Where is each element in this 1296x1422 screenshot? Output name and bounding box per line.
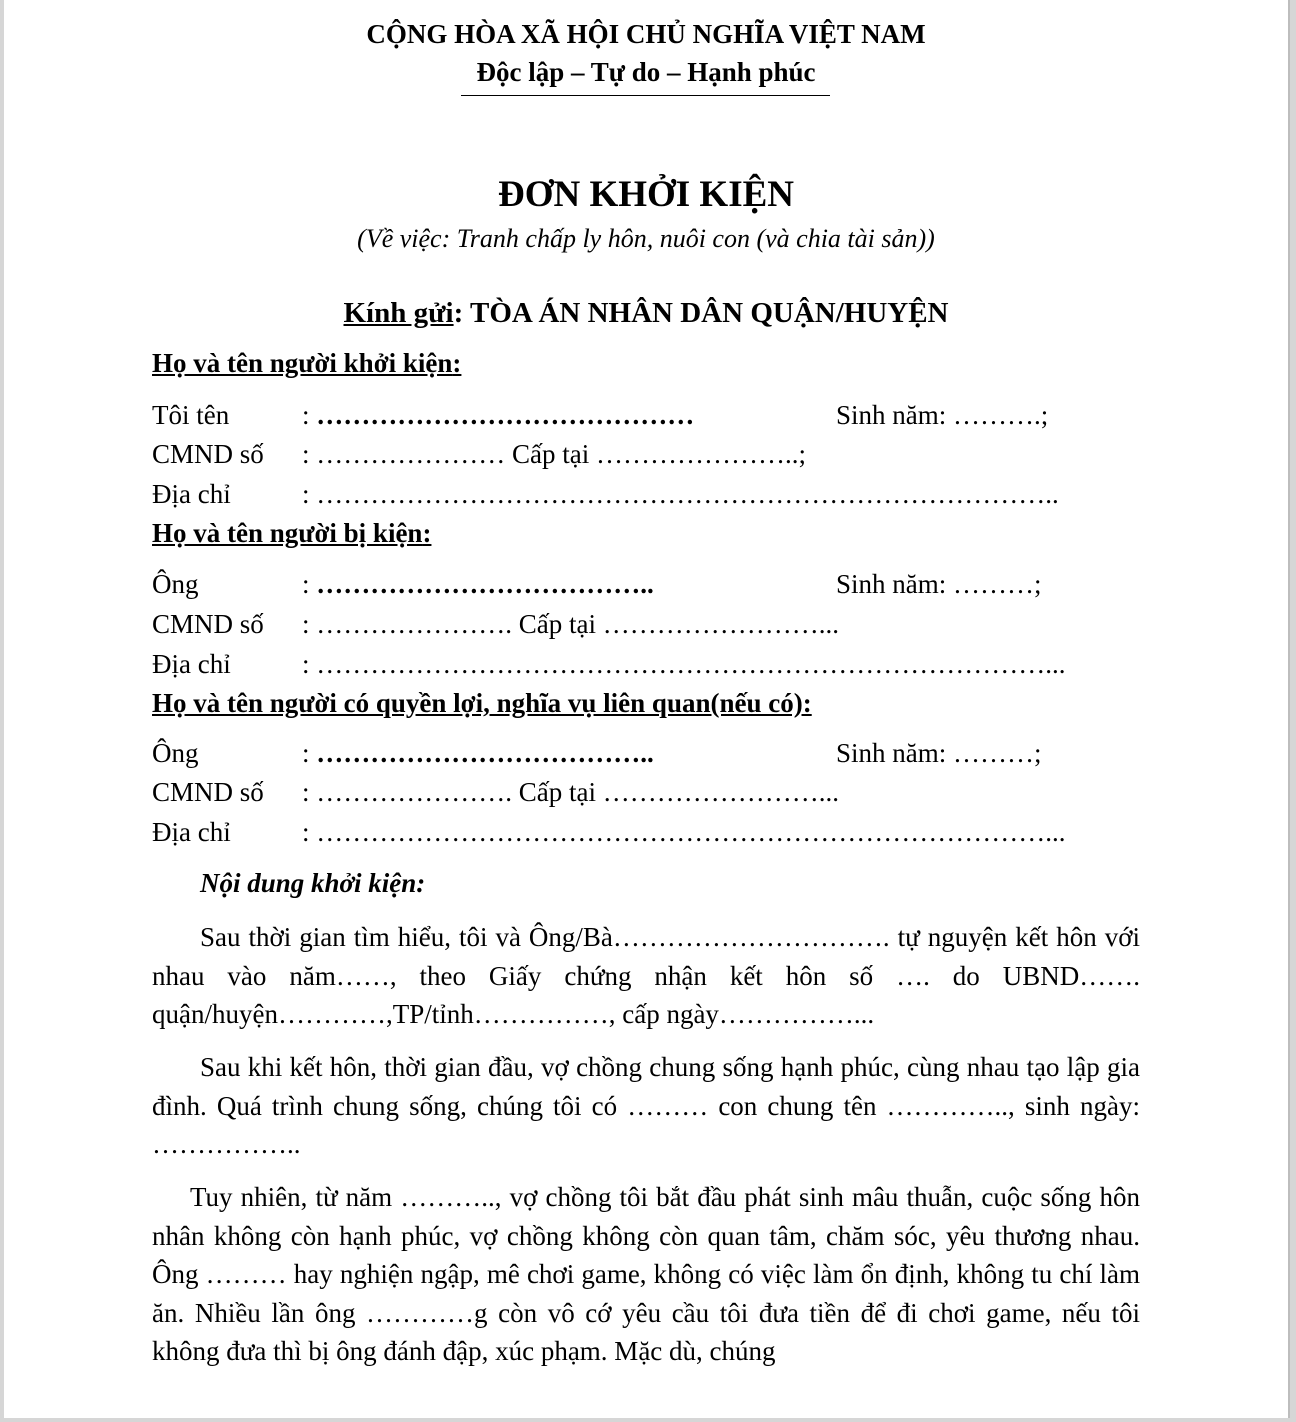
plaintiff-id-value: : ………………… Cấp tại …………………..; — [302, 439, 806, 469]
plaintiff-name-label: Tôi tên — [152, 400, 230, 430]
defendant-heading — [152, 516, 431, 550]
plaintiff-name-value — [302, 398, 694, 432]
related-party-address-value: : ………………………………………………………………………... — [302, 817, 1066, 847]
defendant-heading-text: Họ và tên người bị kiện — [152, 518, 423, 548]
related-party-heading: Họ và tên người có quyền lợi, nghĩa vụ liên quan(nếu có): — [152, 688, 812, 718]
content-paragraph-2: Sau khi kết hôn, thời gian đầu, vợ chồng chung sống hạnh phúc, cùng nhau tạo lập gia đình. Quá trình chung sống, chúng tôi có ……… con chung tên ………….., sinh ngày: …………….. — [152, 1052, 1140, 1159]
plaintiff-heading — [152, 346, 461, 380]
defendant-address-label: Địa chỉ — [152, 649, 231, 679]
defendant-birth-year: Sinh năm: ………; — [836, 569, 1042, 599]
national-title: CỘNG HÒA XÃ HỘI CHỦ NGHĨA VIỆT NAM — [366, 19, 926, 49]
related-party-name-colon: : — [302, 738, 317, 768]
related-party-name-dots: ……………………………….. — [316, 738, 654, 768]
plaintiff-address-value: : ……………………………………………………………………….. — [302, 479, 1059, 509]
document-title: ĐƠN KHỞI KIỆN — [497, 174, 795, 215]
plaintiff-heading-text: Họ và tên người khởi kiện — [152, 348, 453, 378]
recipient-line — [4, 294, 1288, 332]
defendant-name-colon: : — [302, 569, 317, 599]
plaintiff-birth-year: Sinh năm: ……….; — [836, 400, 1049, 430]
content-heading: Nội dung khởi kiện: — [200, 868, 426, 898]
defendant-name-label: Ông — [152, 569, 199, 599]
related-party-address-label: Địa chỉ — [152, 817, 231, 847]
defendant-id-label: CMND số — [152, 609, 264, 639]
defendant-heading-colon: : — [422, 518, 432, 548]
plaintiff-heading-colon: : — [452, 348, 462, 378]
defendant-name-dots: ……………………………….. — [316, 569, 654, 599]
document-page — [4, 0, 1290, 1418]
motto-underline — [461, 95, 830, 96]
content-paragraph-3: Tuy nhiên, từ năm ……….., vợ chồng tôi bắt đầu phát sinh mâu thuẫn, cuộc sống hôn nhân không còn hạnh phúc, vợ chồng không còn quan tâm, chăm sóc, yêu thương nhau. Ông ……… hay nghiện ngập, mê chơi game, không có việc làm ổn định, không tu chí làm ăn. Nhiều lần ông …………g còn vô cớ yêu cầu tôi đưa tiền để đi chơi game, nếu tôi không đưa thì bị ông đánh đập, xúc phạm. Mặc dù, chúng — [152, 1182, 1140, 1366]
defendant-name-value — [302, 567, 654, 601]
recipient-value: : TÒA ÁN NHÂN DÂN QUẬN/HUYỆN — [453, 297, 949, 329]
defendant-address-value: : ………………………………………………………………………... — [302, 649, 1066, 679]
related-party-id-value: : …………………. Cấp tại ……………………... — [302, 777, 839, 807]
related-party-birth-year: Sinh năm: ………; — [836, 738, 1042, 768]
plaintiff-name-colon: : — [302, 400, 317, 430]
document-subtitle: (Về việc: Tranh chấp ly hôn, nuôi con (và chia tài sản)) — [357, 224, 935, 253]
plaintiff-address-label: Địa chỉ — [152, 479, 231, 509]
related-party-name-value — [302, 736, 654, 770]
national-motto: Độc lập – Tự do – Hạnh phúc — [476, 57, 816, 87]
recipient-label: Kính gửi — [343, 297, 454, 329]
related-party-id-label: CMND số — [152, 777, 264, 807]
content-paragraph-1: Sau thời gian tìm hiểu, tôi và Ông/Bà…………………………. tự nguyện kết hôn với nhau vào năm……, theo Giấy chứng nhận kết hôn số …. do UBND……. quận/huyện…………,TP/tỉnh……………, cấp ngày……………... — [152, 922, 1140, 1029]
plaintiff-name-dots: …………………………………… — [316, 400, 695, 430]
plaintiff-id-label: CMND số — [152, 439, 264, 469]
defendant-id-value: : …………………. Cấp tại ……………………... — [302, 609, 839, 639]
related-party-name-label: Ông — [152, 738, 199, 768]
